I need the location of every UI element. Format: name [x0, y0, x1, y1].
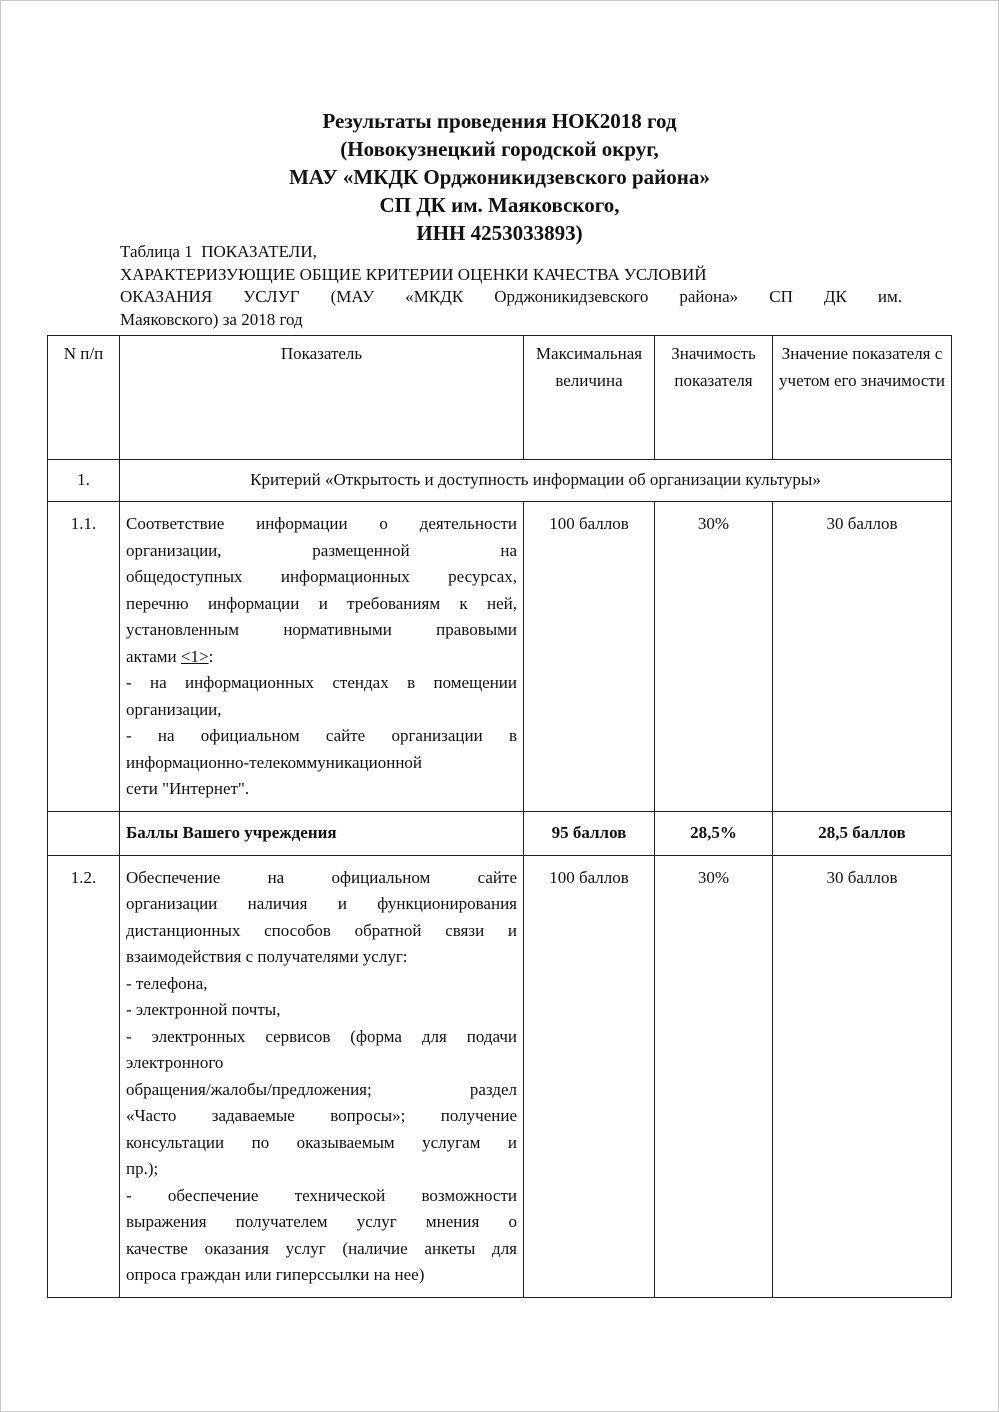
- row-1-2-significance: 30%: [655, 855, 773, 1297]
- criterion-num: 1.: [48, 460, 120, 502]
- row-1-1-line: общедоступных информационных ресурсах,: [126, 567, 517, 586]
- footnote-link[interactable]: <1>: [180, 646, 209, 666]
- title-line-1: Результаты проведения НОК2018 год: [322, 109, 677, 133]
- header-max-value: Максимальная величина: [524, 336, 655, 460]
- row-1-2-line: - обеспечение технической возможности: [126, 1185, 517, 1205]
- header-significance: Значимость показателя: [655, 336, 773, 460]
- row-1-1-line: - на официальном сайте организации в: [126, 726, 517, 745]
- row-1-2-line: обращения/жалобы/предложения; раздел: [126, 1079, 517, 1099]
- row-1-1-line: Соответствие информации о деятельности: [126, 514, 517, 533]
- header-weighted-value: Значение показателя с учетом его значимости: [773, 336, 952, 460]
- caption-line-2: ХАРАКТЕРИЗУЮЩИЕ ОБЩИЕ КРИТЕРИИ ОЦЕНКИ КАЧЕСТВА УСЛОВИЙ: [120, 264, 707, 284]
- caption-line-1: Таблица 1 ПОКАЗАТЕЛИ,: [120, 242, 317, 261]
- row-1-2-weighted-value: 30 баллов: [773, 855, 952, 1297]
- title-line-2: (Новокузнецкий городской округ,: [340, 137, 659, 161]
- row-1-2-line: опроса граждан или гиперссылки на нее): [126, 1265, 425, 1284]
- title-line-3: МАУ «МКДК Орджоникидзевского района»: [289, 165, 710, 189]
- title-line-5: ИНН 4253033893): [416, 221, 583, 245]
- caption-line-3: ОКАЗАНИЯ УСЛУГ (МАУ «МКДК Орджоникидзевского района» СП ДК им.: [120, 287, 902, 306]
- score-max-value: 95 баллов: [524, 811, 655, 855]
- header-num: N п/п: [48, 336, 120, 460]
- row-1-1-indicator: [120, 502, 524, 812]
- row-1-1-line: перечню информации и требованиям к ней,: [126, 593, 517, 613]
- row-1-2-line: - электронных сервисов (форма для подачи: [126, 1026, 517, 1046]
- criterion-row: [48, 460, 952, 502]
- row-1-1-line: установленным нормативными правовыми: [126, 620, 517, 639]
- title-line-4: СП ДК им. Маяковского,: [379, 193, 620, 217]
- row-1-1-line: организации,: [126, 699, 222, 719]
- criterion-text: Критерий «Открытость и доступность информации об организации культуры»: [120, 460, 952, 502]
- score-weighted-value: 28,5 баллов: [773, 811, 952, 855]
- row-1-1-line: информационно-телекоммуникационной: [126, 752, 423, 772]
- row-1-2-line: организации наличия и функционирования: [126, 894, 517, 913]
- document-title: [0, 107, 999, 247]
- row-1-2-max-value: 100 баллов: [524, 855, 655, 1297]
- row-1-1-max-value: 100 баллов: [524, 502, 655, 812]
- score-significance: 28,5%: [655, 811, 773, 855]
- row-1-1-line-acts: [126, 644, 517, 671]
- table-caption: [120, 241, 902, 331]
- table-row-1-2: [48, 855, 952, 1297]
- row-1-1-num: 1.1.: [48, 502, 120, 812]
- row-1-1-significance: 30%: [655, 502, 773, 812]
- row-1-1-line: организации, размещенной на: [126, 540, 517, 560]
- acts-colon: :: [208, 646, 214, 666]
- row-1-2-line: - электронной почты,: [126, 1000, 281, 1019]
- row-1-2-line: выражения получателем услуг мнения о: [126, 1212, 517, 1231]
- row-1-2-line: качестве оказания услуг (наличие анкеты для: [126, 1238, 517, 1258]
- score-row-num: [48, 811, 120, 855]
- row-1-1-line: - на информационных стендах в помещении: [126, 673, 517, 692]
- acts-text: актами: [126, 646, 181, 666]
- table-header-row: [48, 336, 952, 460]
- row-1-2-line: Обеспечение на официальном сайте: [126, 867, 517, 887]
- row-1-2-num: 1.2.: [48, 855, 120, 1297]
- row-1-2-line: дистанционных способов обратной связи и: [126, 920, 517, 940]
- score-label: Баллы Вашего учреждения: [120, 811, 524, 855]
- row-1-2-line: консультации по оказываемым услугам и: [126, 1132, 517, 1152]
- row-1-1-line: сети "Интернет".: [126, 779, 250, 798]
- caption-line-4: Маяковского) за 2018 год: [120, 309, 303, 329]
- row-1-2-line: - телефона,: [126, 973, 208, 993]
- table-row-1-1: [48, 502, 952, 812]
- row-1-2-indicator: [120, 855, 524, 1297]
- row-1-1-weighted-value: 30 баллов: [773, 502, 952, 812]
- row-1-2-line: взаимодействия с получателями услуг:: [126, 947, 408, 966]
- header-indicator: Показатель: [120, 336, 524, 460]
- indicators-table: [47, 335, 952, 1298]
- row-1-2-line: электронного: [126, 1053, 224, 1072]
- score-row: [48, 811, 952, 855]
- row-1-2-line: пр.);: [126, 1159, 159, 1178]
- row-1-2-line: «Часто задаваемые вопросы»; получение: [126, 1106, 517, 1125]
